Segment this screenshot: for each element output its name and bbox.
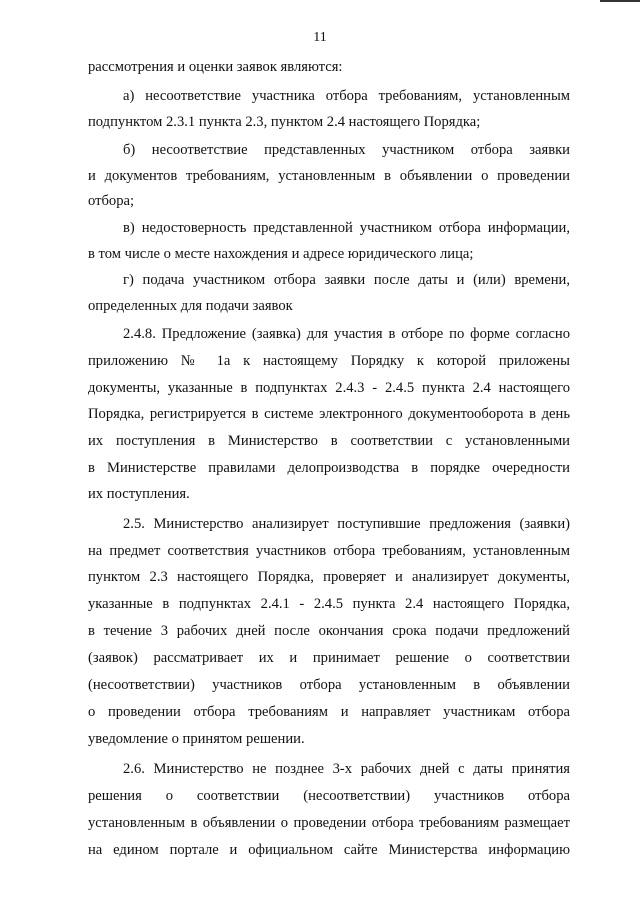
text-line: (заявок) рассматривает их и принимает решение о соответствии bbox=[88, 650, 570, 666]
text-line: в том числе о месте нахождения и адресе юридического лица; bbox=[88, 246, 474, 262]
text-line: 2.5. Министерство анализирует поступившие предложения (заявки) bbox=[123, 516, 570, 532]
text-line: в) недостоверность представленной участником отбора информации, bbox=[123, 220, 570, 236]
text-line: указанные в подпунктах 2.4.1 - 2.4.5 пункта 2.4 настоящего Порядка, bbox=[88, 596, 570, 612]
text-line: документы, указанные в подпунктах 2.4.3 - 2.4.5 пункта 2.4 настоящего bbox=[88, 380, 570, 396]
text-line: подпунктом 2.3.1 пункта 2.3, пунктом 2.4 настоящего Порядка; bbox=[88, 114, 481, 130]
scan-edge-line bbox=[600, 0, 640, 2]
text-line: установленным в объявлении о проведении отбора требованиям размещает bbox=[88, 815, 570, 831]
text-line: Порядка, регистрируется в системе электронного документооборота в день bbox=[88, 406, 570, 422]
text-line: и документов требованиям, установленным в объявлении о проведении bbox=[88, 168, 570, 184]
page-number: 11 bbox=[313, 30, 327, 45]
text-line: а) несоответствие участника отбора требованиям, установленным bbox=[123, 88, 570, 104]
text-line: б) несоответствие представленных участником отбора заявки bbox=[123, 142, 570, 158]
text-line: их поступления в Министерство в соответствии с установленными bbox=[88, 433, 570, 449]
text-line: определенных для подачи заявок bbox=[88, 298, 293, 314]
text-line: рассмотрения и оценки заявок являются: bbox=[88, 59, 343, 75]
text-line: 2.4.8. Предложение (заявка) для участия в отборе по форме согласно bbox=[123, 326, 570, 342]
text-line: (несоответствии) участников отбора установленным в объявлении bbox=[88, 677, 570, 693]
text-line: в течение 3 рабочих дней после окончания срока подачи предложений bbox=[88, 623, 570, 639]
text-line: о проведении отбора требованиям и направляет участникам отбора bbox=[88, 704, 570, 720]
text-line: уведомление о принятом решении. bbox=[88, 731, 305, 747]
text-line: 2.6. Министерство не позднее 3-х рабочих дней с даты принятия bbox=[123, 761, 570, 777]
text-line: на предмет соответствия участников отбора требованиям, установленным bbox=[88, 543, 570, 559]
text-line: их поступления. bbox=[88, 486, 190, 502]
text-line: решения о соответствии (несоответствии) участников отбора bbox=[88, 788, 570, 804]
text-line: приложению № 1а к настоящему Порядку к которой приложены bbox=[88, 353, 570, 369]
text-line: пунктом 2.3 настоящего Порядка, проверяет и анализирует документы, bbox=[88, 569, 570, 585]
text-line: в Министерстве правилами делопроизводства в порядке очередности bbox=[88, 460, 570, 476]
text-line: на едином портале и официальном сайте Министерства информацию bbox=[88, 842, 570, 858]
text-line: отбора; bbox=[88, 193, 135, 209]
text-line: г) подача участником отбора заявки после даты и (или) времени, bbox=[123, 272, 570, 288]
